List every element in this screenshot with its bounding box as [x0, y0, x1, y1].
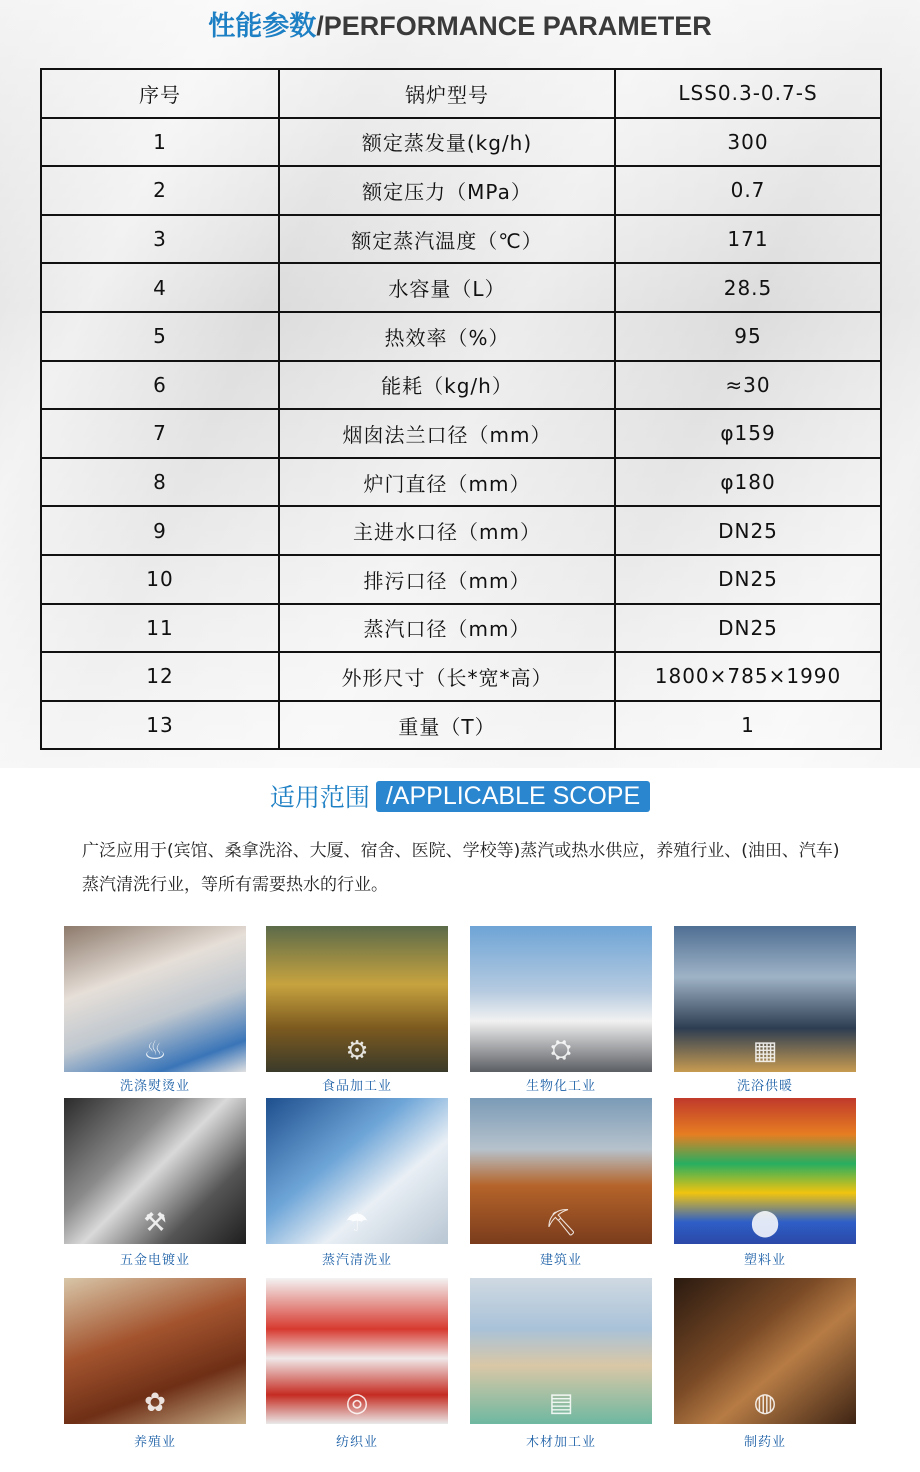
cell-index: 5 — [41, 312, 279, 361]
cell-index: 10 — [41, 555, 279, 604]
scope-title — [0, 778, 920, 814]
cell-index: 4 — [41, 263, 279, 312]
table-row — [41, 361, 881, 410]
industry-photo — [64, 1278, 246, 1424]
cell-value: DN25 — [615, 506, 881, 555]
industry-label: 蒸汽清洗业 — [321, 1253, 392, 1268]
industry-photo — [266, 1098, 448, 1244]
industry-label: 洗浴供暖 — [736, 1079, 793, 1094]
cell-value: ≈30 — [615, 361, 881, 410]
factory-icon: ⛭ — [550, 1035, 572, 1065]
cell-value: DN25 — [615, 604, 881, 653]
table-row — [41, 506, 881, 555]
cell-parameter: 主进水口径（mm） — [279, 506, 615, 555]
food-icon: ⚙ — [345, 1036, 369, 1066]
table-row — [41, 118, 881, 167]
workshop-icon: ▤ — [548, 1388, 574, 1418]
scope-title-cn: 适用范围 — [269, 783, 370, 812]
cell-parameter: 外形尺寸（长*宽*高） — [279, 652, 615, 701]
industry-photo — [266, 926, 448, 1072]
table-row — [41, 604, 881, 653]
industry-label: 食品加工业 — [321, 1079, 392, 1094]
cell-parameter: 热效率（%） — [279, 312, 615, 361]
cell-parameter: 蒸汽口径（mm） — [279, 604, 615, 653]
cell-value: 0.7 — [615, 166, 881, 215]
industry-photo — [64, 1098, 246, 1244]
table-row — [41, 312, 881, 361]
industry-photo — [64, 926, 246, 1072]
table-row — [41, 166, 881, 215]
table-row — [41, 652, 881, 701]
header-cell-model: 锅炉型号 — [279, 69, 615, 118]
cell-value: 95 — [615, 312, 881, 361]
cell-index: 7 — [41, 409, 279, 458]
cell-value: 1 — [615, 701, 881, 750]
cell-value: 171 — [615, 215, 881, 264]
performance-title-en: /PERFORMANCE PARAMETER — [316, 11, 712, 41]
pellets-icon: ⬤ — [750, 1208, 780, 1238]
industry-label: 木材加工业 — [525, 1435, 596, 1450]
table-row — [41, 555, 881, 604]
city-icon: ▦ — [752, 1036, 778, 1066]
industry-photo — [470, 1098, 652, 1244]
cell-value: DN25 — [615, 555, 881, 604]
cell-value: 28.5 — [615, 263, 881, 312]
cell-parameter: 额定蒸发量(kg/h) — [279, 118, 615, 167]
cell-index: 1 — [41, 118, 279, 167]
cell-parameter: 重量（T） — [279, 701, 615, 750]
parameter-table-body — [41, 69, 881, 749]
poultry-icon: ✿ — [144, 1388, 166, 1418]
wrench-icon: ⚒ — [143, 1208, 167, 1238]
scope-description: 广泛应用于(宾馆、桑拿洗浴、大厦、宿舍、医院、学校等)蒸汽或热水供应，养殖行业、(油田、汽车)蒸汽清洗行业，等所有需要热水的行业。 — [82, 841, 840, 895]
cell-value: φ180 — [615, 458, 881, 507]
scope-title-en: /APPLICABLE SCOPE — [376, 781, 650, 812]
industry-photo — [266, 1278, 448, 1424]
industry-photo — [470, 926, 652, 1072]
industry-photo — [674, 1098, 856, 1244]
cell-index: 3 — [41, 215, 279, 264]
cell-index: 12 — [41, 652, 279, 701]
crane-icon: ⛏ — [544, 1208, 578, 1238]
cell-index: 9 — [41, 506, 279, 555]
barrel-icon: ◍ — [753, 1388, 777, 1418]
cell-parameter: 炉门直径（mm） — [279, 458, 615, 507]
cell-index: 8 — [41, 458, 279, 507]
industry-photo — [470, 1278, 652, 1424]
spray-icon: ☂ — [345, 1208, 369, 1238]
cell-index: 13 — [41, 701, 279, 750]
spool-icon: ◎ — [345, 1388, 369, 1418]
cell-index: 6 — [41, 361, 279, 410]
header-cell-value: LSS0.3-0.7-S — [615, 69, 881, 118]
cell-index: 11 — [41, 604, 279, 653]
iron-icon: ♨ — [143, 1036, 167, 1066]
industry-label: 纺织业 — [335, 1435, 378, 1450]
cell-value: φ159 — [615, 409, 881, 458]
table-row — [41, 701, 881, 750]
table-header-row — [41, 69, 881, 118]
industry-label: 五金电镀业 — [119, 1253, 190, 1268]
cell-index: 2 — [41, 166, 279, 215]
parameter-table — [40, 68, 882, 750]
industry-label: 生物化工业 — [525, 1079, 596, 1094]
performance-title-cn: 性能参数 — [208, 11, 317, 42]
industry-label: 洗涤熨烫业 — [119, 1079, 190, 1094]
cell-parameter: 能耗（kg/h） — [279, 361, 615, 410]
cell-parameter: 烟囱法兰口径（mm） — [279, 409, 615, 458]
performance-title — [0, 8, 920, 45]
header-cell-index: 序号 — [41, 69, 279, 118]
cell-value: 300 — [615, 118, 881, 167]
table-row — [41, 458, 881, 507]
table-row — [41, 215, 881, 264]
table-row — [41, 409, 881, 458]
cell-parameter: 水容量（L） — [279, 263, 615, 312]
industry-label: 塑料业 — [743, 1253, 786, 1268]
industry-label: 养殖业 — [133, 1435, 176, 1450]
cell-parameter: 排污口径（mm） — [279, 555, 615, 604]
cell-parameter: 额定压力（MPa） — [279, 166, 615, 215]
industry-label: 制药业 — [743, 1435, 786, 1450]
table-row — [41, 263, 881, 312]
industry-photo — [674, 926, 856, 1072]
cell-parameter: 额定蒸汽温度（℃） — [279, 215, 615, 264]
industry-photo — [674, 1278, 856, 1424]
cell-value: 1800×785×1990 — [615, 652, 881, 701]
industry-label: 建筑业 — [539, 1253, 582, 1268]
